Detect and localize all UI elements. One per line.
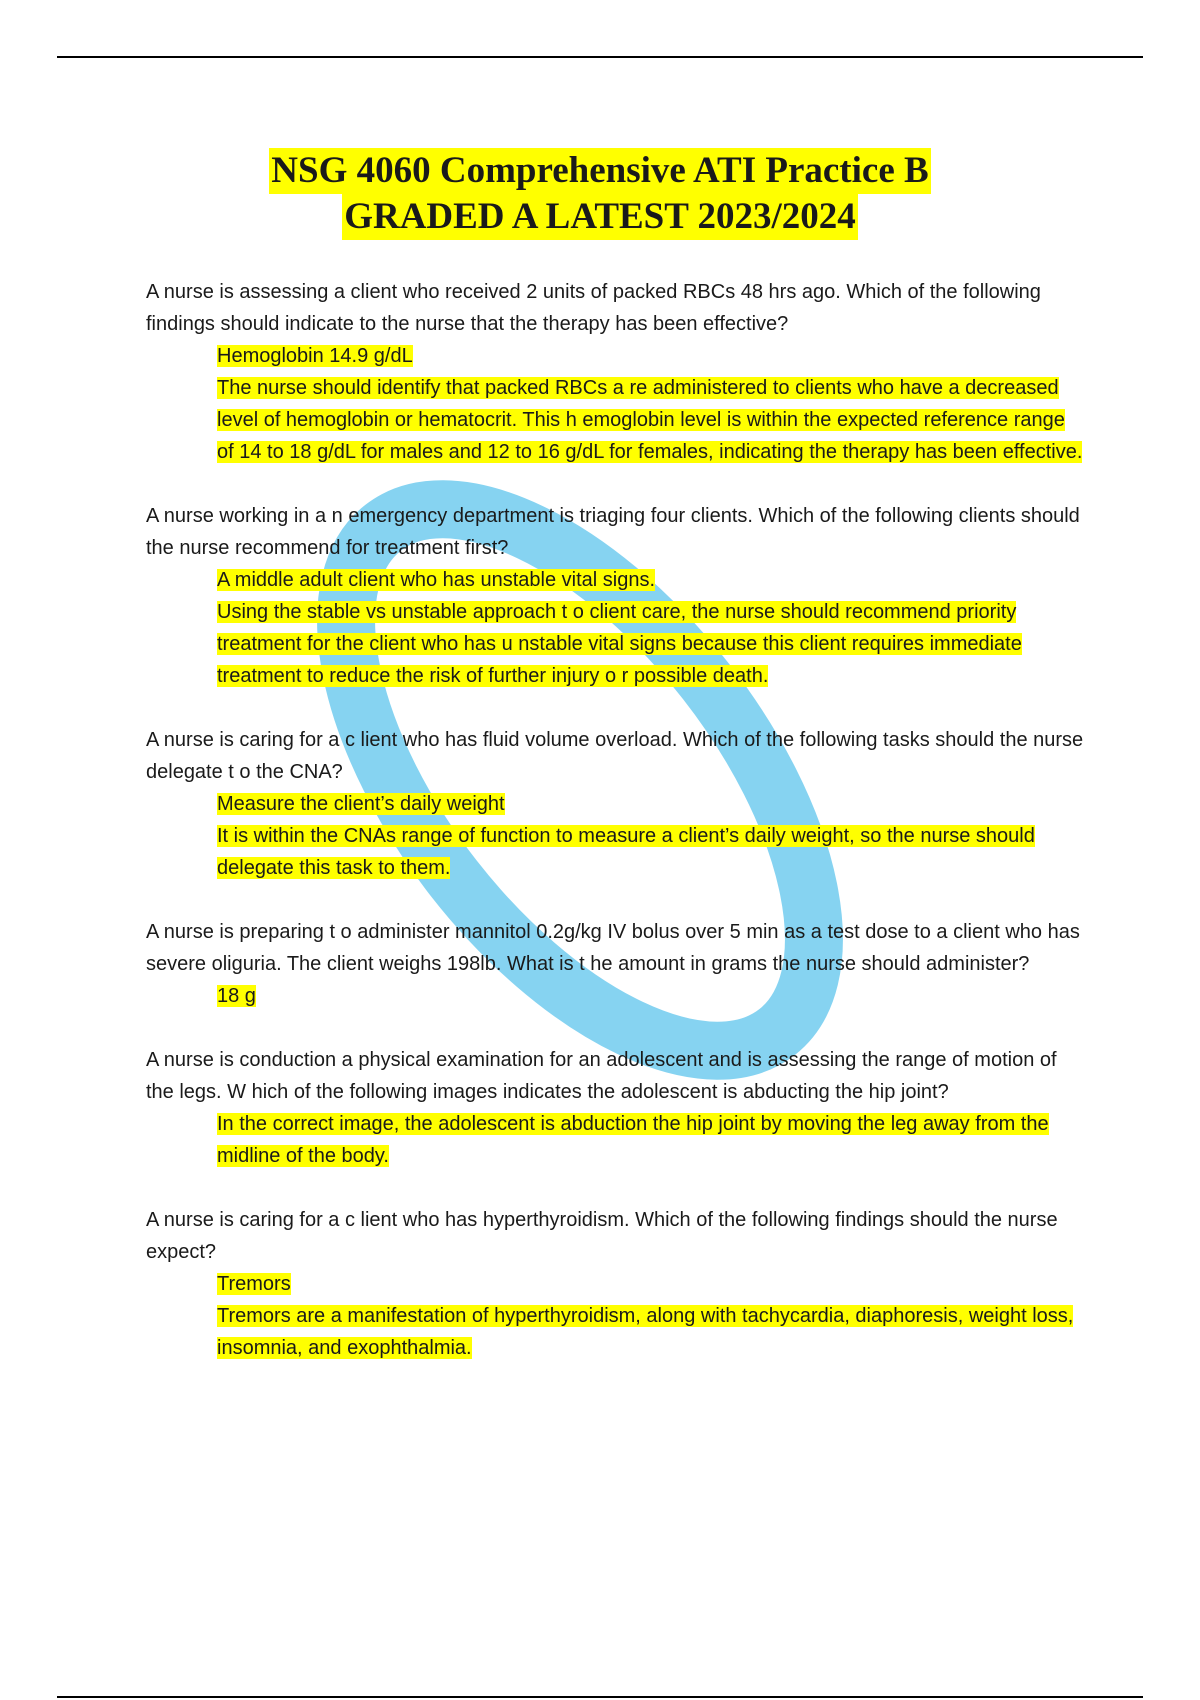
question-item-6 — [146, 1204, 1086, 1364]
question-text: A nurse is caring for a c lient who has fluid volume overload. Which of the following tasks should the nurse delegate t o the CNA? — [146, 729, 1084, 783]
question-item-5 — [146, 1044, 1086, 1172]
question-text: A nurse is caring for a c lient who has hyperthyroidism. Which of the following findings should the nurse expect? — [146, 1209, 1058, 1263]
question-item-3 — [146, 724, 1086, 884]
question-text: A nurse is conduction a physical examination for an adolescent and is assessing the range of motion of the legs. W hich of the following images indicates the adolescent is abducting the hip joint? — [146, 1049, 1057, 1103]
question-text: A nurse is preparing t o administer mannitol 0.2g/kg IV bolus over 5 min as a test dose to a client who has severe oliguria. The client weighs 198lb. What is t he amount in grams the nurse should administer? — [146, 921, 1080, 975]
title-line-1: NSG 4060 Comprehensive ATI Practice B — [269, 148, 930, 194]
question-item-1 — [146, 276, 1086, 468]
rationale-text: Using the stable vs unstable approach t o client care, the nurse should recommend priority treatment for the client who has u nstable vital signs because this client requires immediate treatment to reduce the risk of further injury o r possible death. — [217, 601, 1022, 687]
rationale-text: It is within the CNAs range of function to measure a client’s daily weight, so the nurse should delegate this task to them. — [217, 825, 1035, 879]
rationale-text: In the correct image, the adolescent is abduction the hip joint by moving the leg away from the midline of the body. — [217, 1113, 1049, 1167]
question-list — [146, 276, 1086, 1396]
question-item-2 — [146, 500, 1086, 692]
bottom-rule — [57, 1696, 1143, 1698]
question-item-4 — [146, 916, 1086, 1012]
question-text: A nurse working in a n emergency department is triaging four clients. Which of the following clients should the nurse recommend for treatment first? — [146, 505, 1080, 559]
answer-text: Measure the client’s daily weight — [217, 793, 505, 815]
answer-text: A middle adult client who has unstable vital signs. — [217, 569, 656, 591]
question-text: A nurse is assessing a client who received 2 units of packed RBCs 48 hrs ago. Which of the following findings should indicate to the nurse that the therapy has been effective? — [146, 281, 1041, 335]
rationale-text: The nurse should identify that packed RBCs a re administered to clients who have a decreased level of hemoglobin or hematocrit. This h emoglobin level is within the expected reference range of 14 to 18 g/dL for males and 12 to 16 g/dL for females, indicating the therapy has been effective. — [217, 377, 1083, 463]
answer-text: 18 g — [217, 985, 256, 1007]
rationale-text: Tremors are a manifestation of hyperthyroidism, along with tachycardia, diaphoresis, weight loss, insomnia, and exophthalmia. — [217, 1305, 1074, 1359]
answer-text: Tremors — [217, 1273, 291, 1295]
document-title — [0, 148, 1200, 240]
answer-text: Hemoglobin 14.9 g/dL — [217, 345, 413, 367]
title-line-2: GRADED A LATEST 2023/2024 — [342, 194, 858, 240]
top-rule — [57, 56, 1143, 58]
